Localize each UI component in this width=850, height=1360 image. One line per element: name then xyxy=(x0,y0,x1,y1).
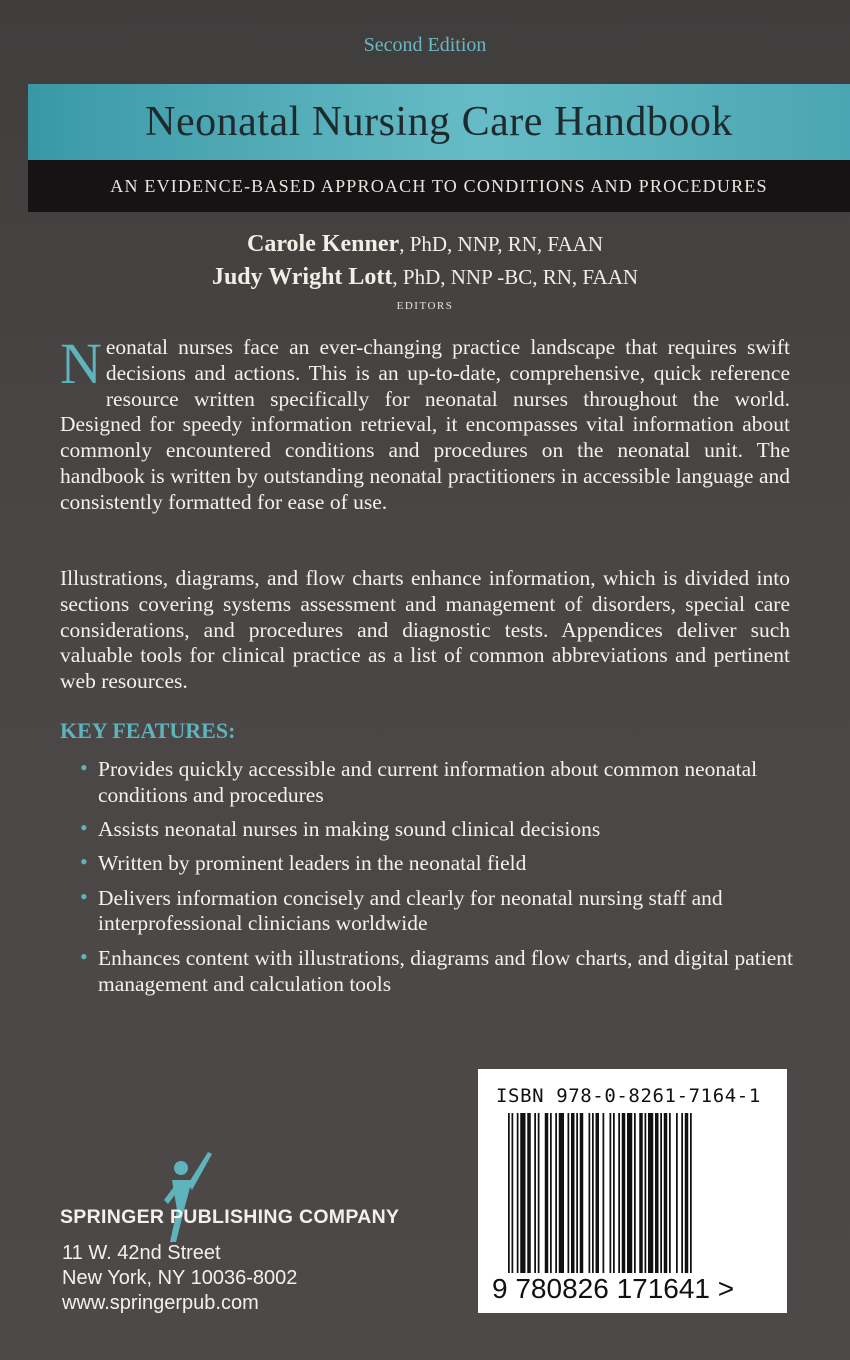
bullet-icon: • xyxy=(80,755,88,780)
springer-figure-icon xyxy=(60,1148,440,1248)
author-2-credentials: , PhD, NNP -BC, RN, FAAN xyxy=(392,265,639,289)
feature-item xyxy=(80,851,800,877)
feature-item xyxy=(80,883,800,938)
key-features-heading: KEY FEATURES: xyxy=(60,718,236,743)
title-band xyxy=(28,84,850,160)
feature-item xyxy=(80,757,800,809)
key-features-list xyxy=(80,757,800,1006)
publisher-website: www.springerpub.com xyxy=(62,1292,259,1314)
description-paragraph-1 xyxy=(60,331,790,516)
author-2 xyxy=(0,264,850,291)
feature-item xyxy=(80,943,800,998)
book-title: Neonatal Nursing Care Handbook xyxy=(145,99,733,145)
book-subtitle: AN EVIDENCE-BASED APPROACH TO CONDITIONS AND PROCEDURES xyxy=(110,176,768,196)
isbn-text: ISBN 978-0-8261-7164-1 xyxy=(496,1085,761,1107)
paragraph-1-text: eonatal nurses face an ever-changing practice landscape that requires swift decisions and actions. This is an up-to-date, comprehensive, quick reference resource written specifically for neonatal nurses throughout the world. Designed for speedy information retrieval, it encompasses vital information about commonly encountered conditions and procedures on the neonatal unit. The handbook is written by outstanding neonatal practitioners in accessible language and consistently formatted for ease of use. xyxy=(60,335,790,514)
bullet-icon: • xyxy=(80,883,88,909)
feature-text: Enhances content with illustrations, diagrams and flow charts, and digital patient management and calculation tools xyxy=(98,945,793,996)
publisher-name: SPRINGER PUBLISHING COMPANY xyxy=(60,1206,400,1228)
description-paragraph-2: Illustrations, diagrams, and flow charts enhance information, which is divided into sections covering systems assessment and management of disorders, special care considerations, and procedures and diagnostic tests. Appendices deliver such valuable tools for clinical practice as a list of common abbreviations and pertinent web resources. xyxy=(60,566,790,694)
author-1 xyxy=(0,231,850,258)
subtitle-band xyxy=(28,160,850,212)
feature-text: Delivers information concisely and clearly for neonatal nursing staff and interprofessional clinicians worldwide xyxy=(98,885,723,936)
feature-item xyxy=(80,817,800,843)
feature-text: Written by prominent leaders in the neonatal field xyxy=(98,851,527,876)
author-1-credentials: , PhD, NNP, RN, FAAN xyxy=(399,232,604,256)
ean-digits: 9 780826 171641 > xyxy=(492,1273,735,1304)
drop-cap: N xyxy=(60,331,102,396)
bullet-icon: • xyxy=(80,943,88,969)
feature-text: Assists neonatal nurses in making sound clinical decisions xyxy=(98,817,601,842)
edition-label: Second Edition xyxy=(363,34,487,56)
barcode-panel xyxy=(478,1069,787,1313)
bullet-icon: • xyxy=(80,815,88,841)
author-1-name: Carole Kenner xyxy=(246,231,400,257)
bullet-icon: • xyxy=(80,849,88,875)
author-2-name: Judy Wright Lott xyxy=(211,264,393,290)
barcode-icon xyxy=(508,1113,758,1273)
editors-label: EDITORS xyxy=(396,300,454,312)
address-line-1: 11 W. 42nd Street xyxy=(62,1242,221,1264)
address-line-2: New York, NY 10036-8002 xyxy=(62,1267,298,1289)
feature-text: Provides quickly accessible and current information about common neonatal conditions and procedures xyxy=(98,757,758,807)
